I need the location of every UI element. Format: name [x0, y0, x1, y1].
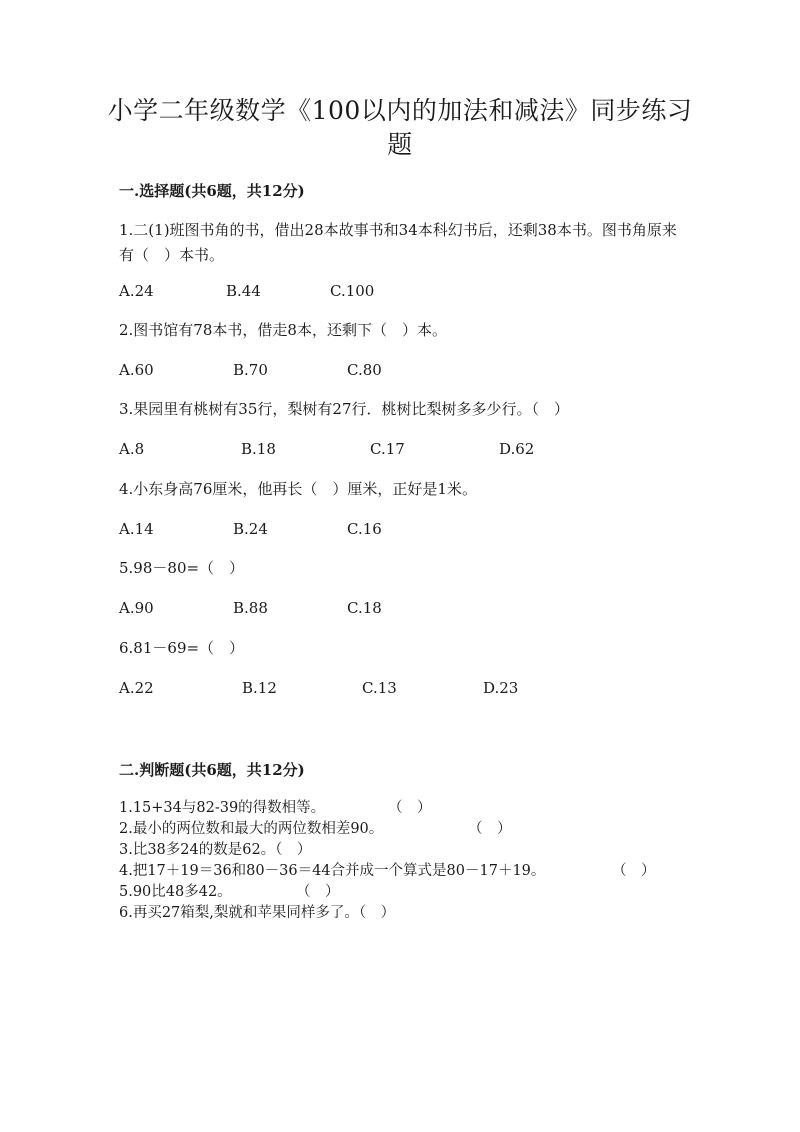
answer-blank: （ ）	[612, 863, 656, 879]
section-heading-multiple-choice: 一.选择题(共6题，共12分)	[119, 182, 305, 200]
option-c: C.17	[370, 440, 405, 458]
answer-blank: （ ）	[388, 800, 432, 816]
option-a: A.22	[119, 679, 154, 697]
question-stem: 5.98－80=（ ）	[119, 559, 245, 577]
option-d: D.23	[483, 679, 519, 697]
option-a: A.14	[119, 520, 154, 538]
answer-blank: （ ）	[468, 821, 512, 837]
option-c: C.80	[347, 361, 382, 379]
option-b: B.18	[241, 440, 276, 458]
judgment-item: 2.最小的两位数和最大的两位数相差90。	[119, 821, 384, 837]
question-stem: 1.二(1)班图书角的书，借出28本故事书和34本科幻书后，还剩38本书。图书角原来有（ ）本书。	[119, 221, 677, 264]
answer-blank: （ ）	[296, 884, 340, 900]
judgment-item: 4.把17＋19＝36和80－36＝44合并成一个算式是80－17＋19。	[119, 863, 546, 879]
judgment-item: 3.比38多24的数是62。（ ）	[119, 842, 312, 858]
question-stem: 3.果园里有桃树有35行，梨树有27行．桃树比梨树多多少行。（ ）	[119, 400, 569, 418]
option-a: A.90	[119, 599, 154, 617]
judgment-item: 6.再买27箱梨,梨就和苹果同样多了。（ ）	[119, 905, 396, 921]
question-stem: 4.小东身高76厘米，他再长（ ）厘米，正好是1米。	[119, 480, 477, 498]
option-c: C.18	[347, 599, 382, 617]
option-d: D.62	[499, 440, 535, 458]
option-c: C.100	[330, 282, 375, 300]
option-b: B.12	[242, 679, 277, 697]
option-c: C.16	[347, 520, 382, 538]
option-b: B.44	[226, 282, 261, 300]
section-heading-true-false: 二.判断题(共6题，共12分)	[119, 761, 305, 779]
question-stem: 6.81－69=（ ）	[119, 639, 245, 657]
option-a: A.24	[119, 282, 154, 300]
judgment-item: 5.90比48多42。	[119, 884, 232, 900]
option-b: B.24	[233, 520, 268, 538]
option-c: C.13	[362, 679, 397, 697]
option-b: B.70	[233, 361, 268, 379]
option-a: A.60	[119, 361, 154, 379]
option-a: A.8	[119, 440, 145, 458]
option-b: B.88	[233, 599, 268, 617]
judgment-item: 1.15+34与82-39的得数相等。	[119, 800, 326, 816]
page-title: 小学二年级数学《100以内的加法和减法》同步练习题	[107, 96, 693, 159]
question-stem: 2.图书馆有78本书，借走8本，还剩下（ ）本。	[119, 321, 447, 339]
